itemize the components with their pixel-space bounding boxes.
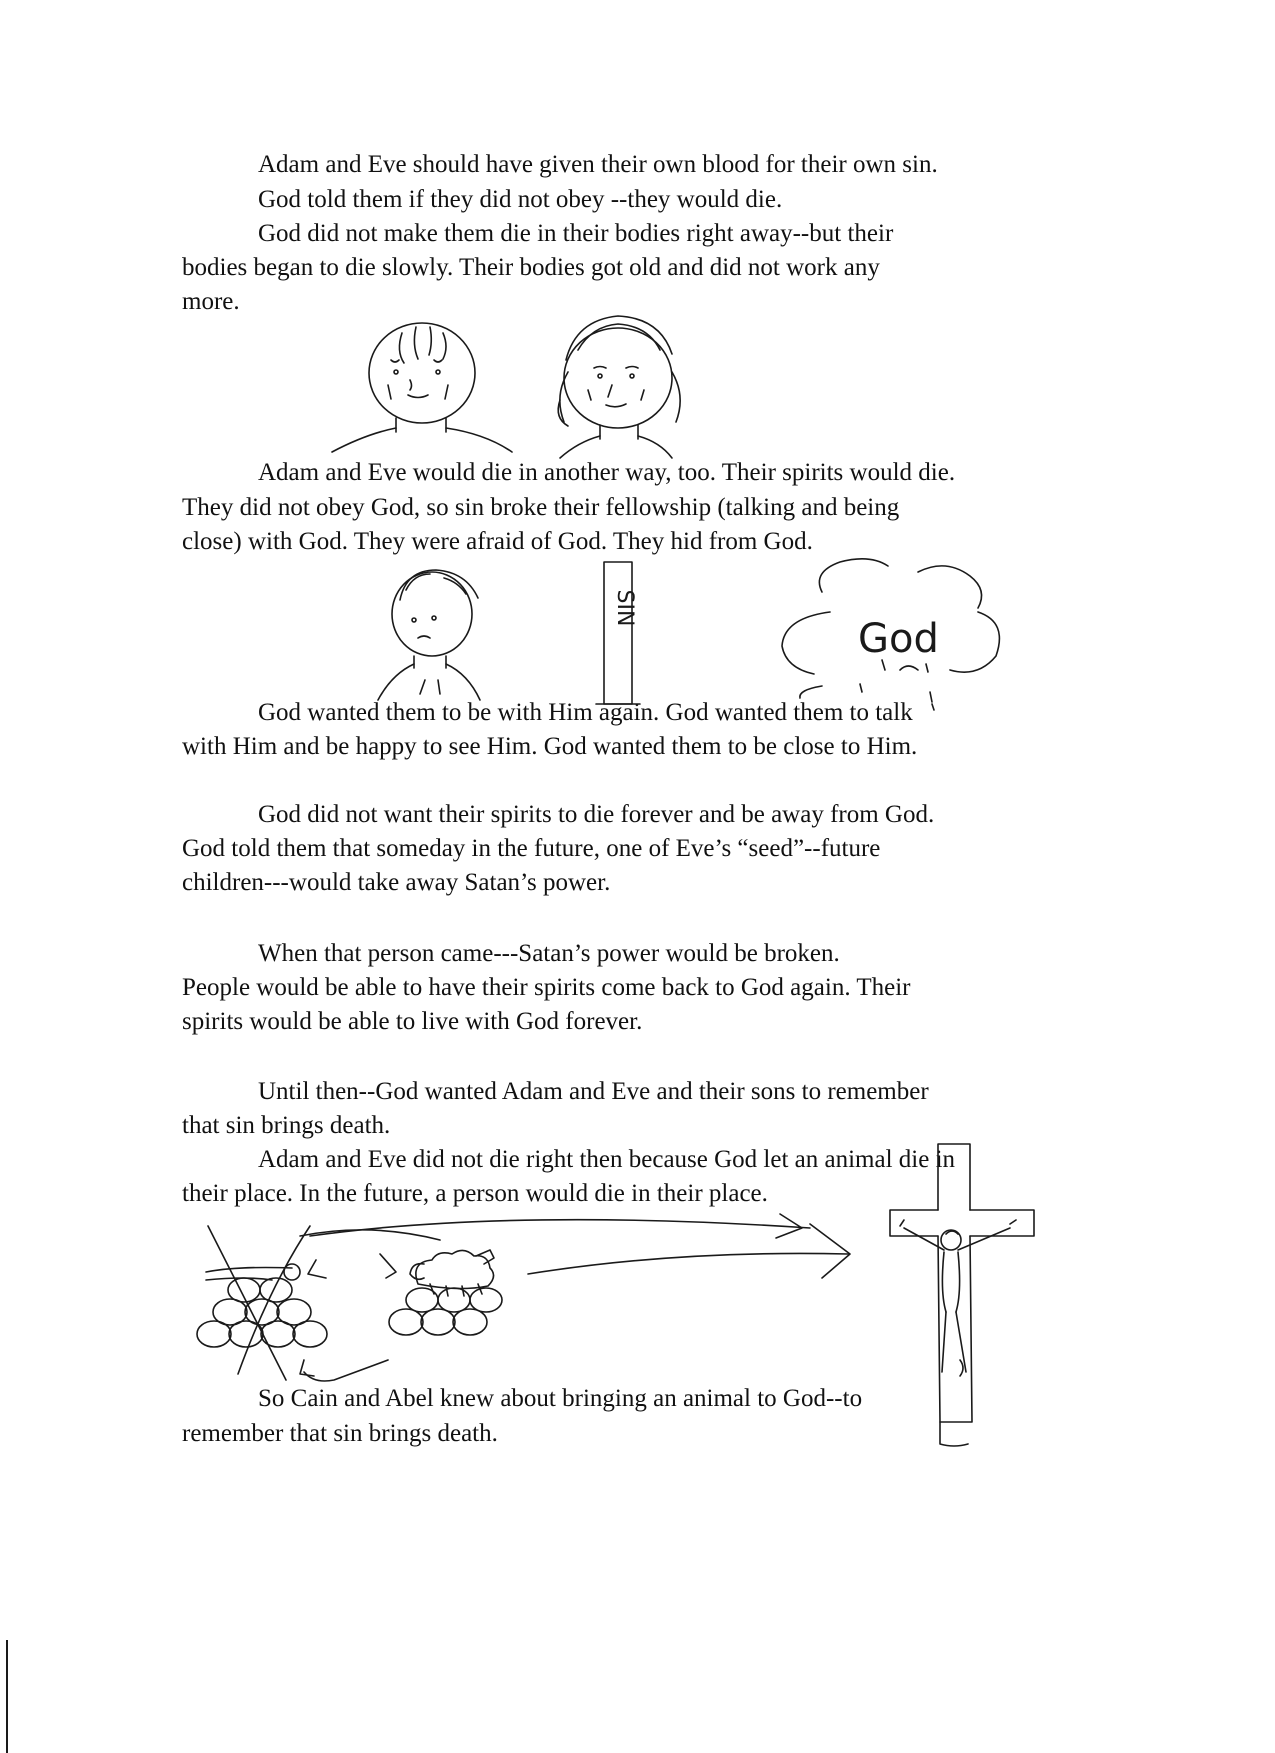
text-line: God did not want their spirits to die forever and be away from God. — [258, 801, 935, 828]
text-line: children---would take away Satan’s power. — [182, 869, 611, 896]
text-line: God told them if they did not obey --they would die. — [258, 186, 783, 213]
god-cloud-label: God — [858, 616, 939, 662]
text-line: God told them that someday in the future, one of Eve’s “seed”--future — [182, 835, 881, 862]
text-line: God wanted them to be with Him again. God wanted them to talk — [258, 699, 913, 726]
cross-drawing — [890, 1144, 1034, 1446]
text-line: spirits would be able to live with God forever. — [182, 1008, 643, 1035]
arrow-to-lamb — [300, 1230, 440, 1278]
old-adam-drawing — [332, 323, 512, 452]
text-line: People would be able to have their spirits come back to God again. Their — [182, 974, 911, 1001]
god-cloud-drawing — [782, 559, 999, 710]
text-line: They did not obey God, so sin broke their fellowship (talking and being — [182, 494, 900, 521]
sin-pillar-drawing — [596, 562, 640, 704]
text-line: Until then--God wanted Adam and Eve and their sons to remember — [258, 1078, 929, 1105]
text-line: God did not make them die in their bodies right away--but their — [258, 220, 894, 247]
afraid-person-drawing — [378, 570, 480, 700]
text-line: So Cain and Abel knew about bringing an animal to God--to — [258, 1385, 863, 1412]
text-line: with Him and be happy to see Him. God wanted them to be close to Him. — [182, 733, 918, 760]
lamb-altar-drawing — [389, 1250, 502, 1335]
old-eve-drawing — [558, 316, 680, 458]
text-line: Adam and Eve did not die right then because God let an animal die in — [258, 1146, 956, 1173]
crossed-altar-drawing — [197, 1226, 388, 1381]
text-line: bodies began to die slowly. Their bodies got old and did not work any — [182, 254, 880, 281]
text-line: When that person came---Satan’s power would be broken. — [258, 940, 840, 967]
text-line: Adam and Eve should have given their own blood for their own sin. — [258, 151, 938, 178]
sin-pillar-label: SIN — [612, 589, 637, 627]
arrow-to-cross — [310, 1214, 850, 1278]
text-line: close) with God. They were afraid of God. They hid from God. — [182, 528, 813, 555]
text-line: more. — [182, 288, 240, 315]
text-line: their place. In the future, a person would die in their place. — [182, 1180, 768, 1207]
text-line: Adam and Eve would die in another way, too. Their spirits would die. — [258, 459, 956, 486]
text-line: that sin brings death. — [182, 1112, 391, 1139]
text-line: remember that sin brings death. — [182, 1420, 498, 1447]
